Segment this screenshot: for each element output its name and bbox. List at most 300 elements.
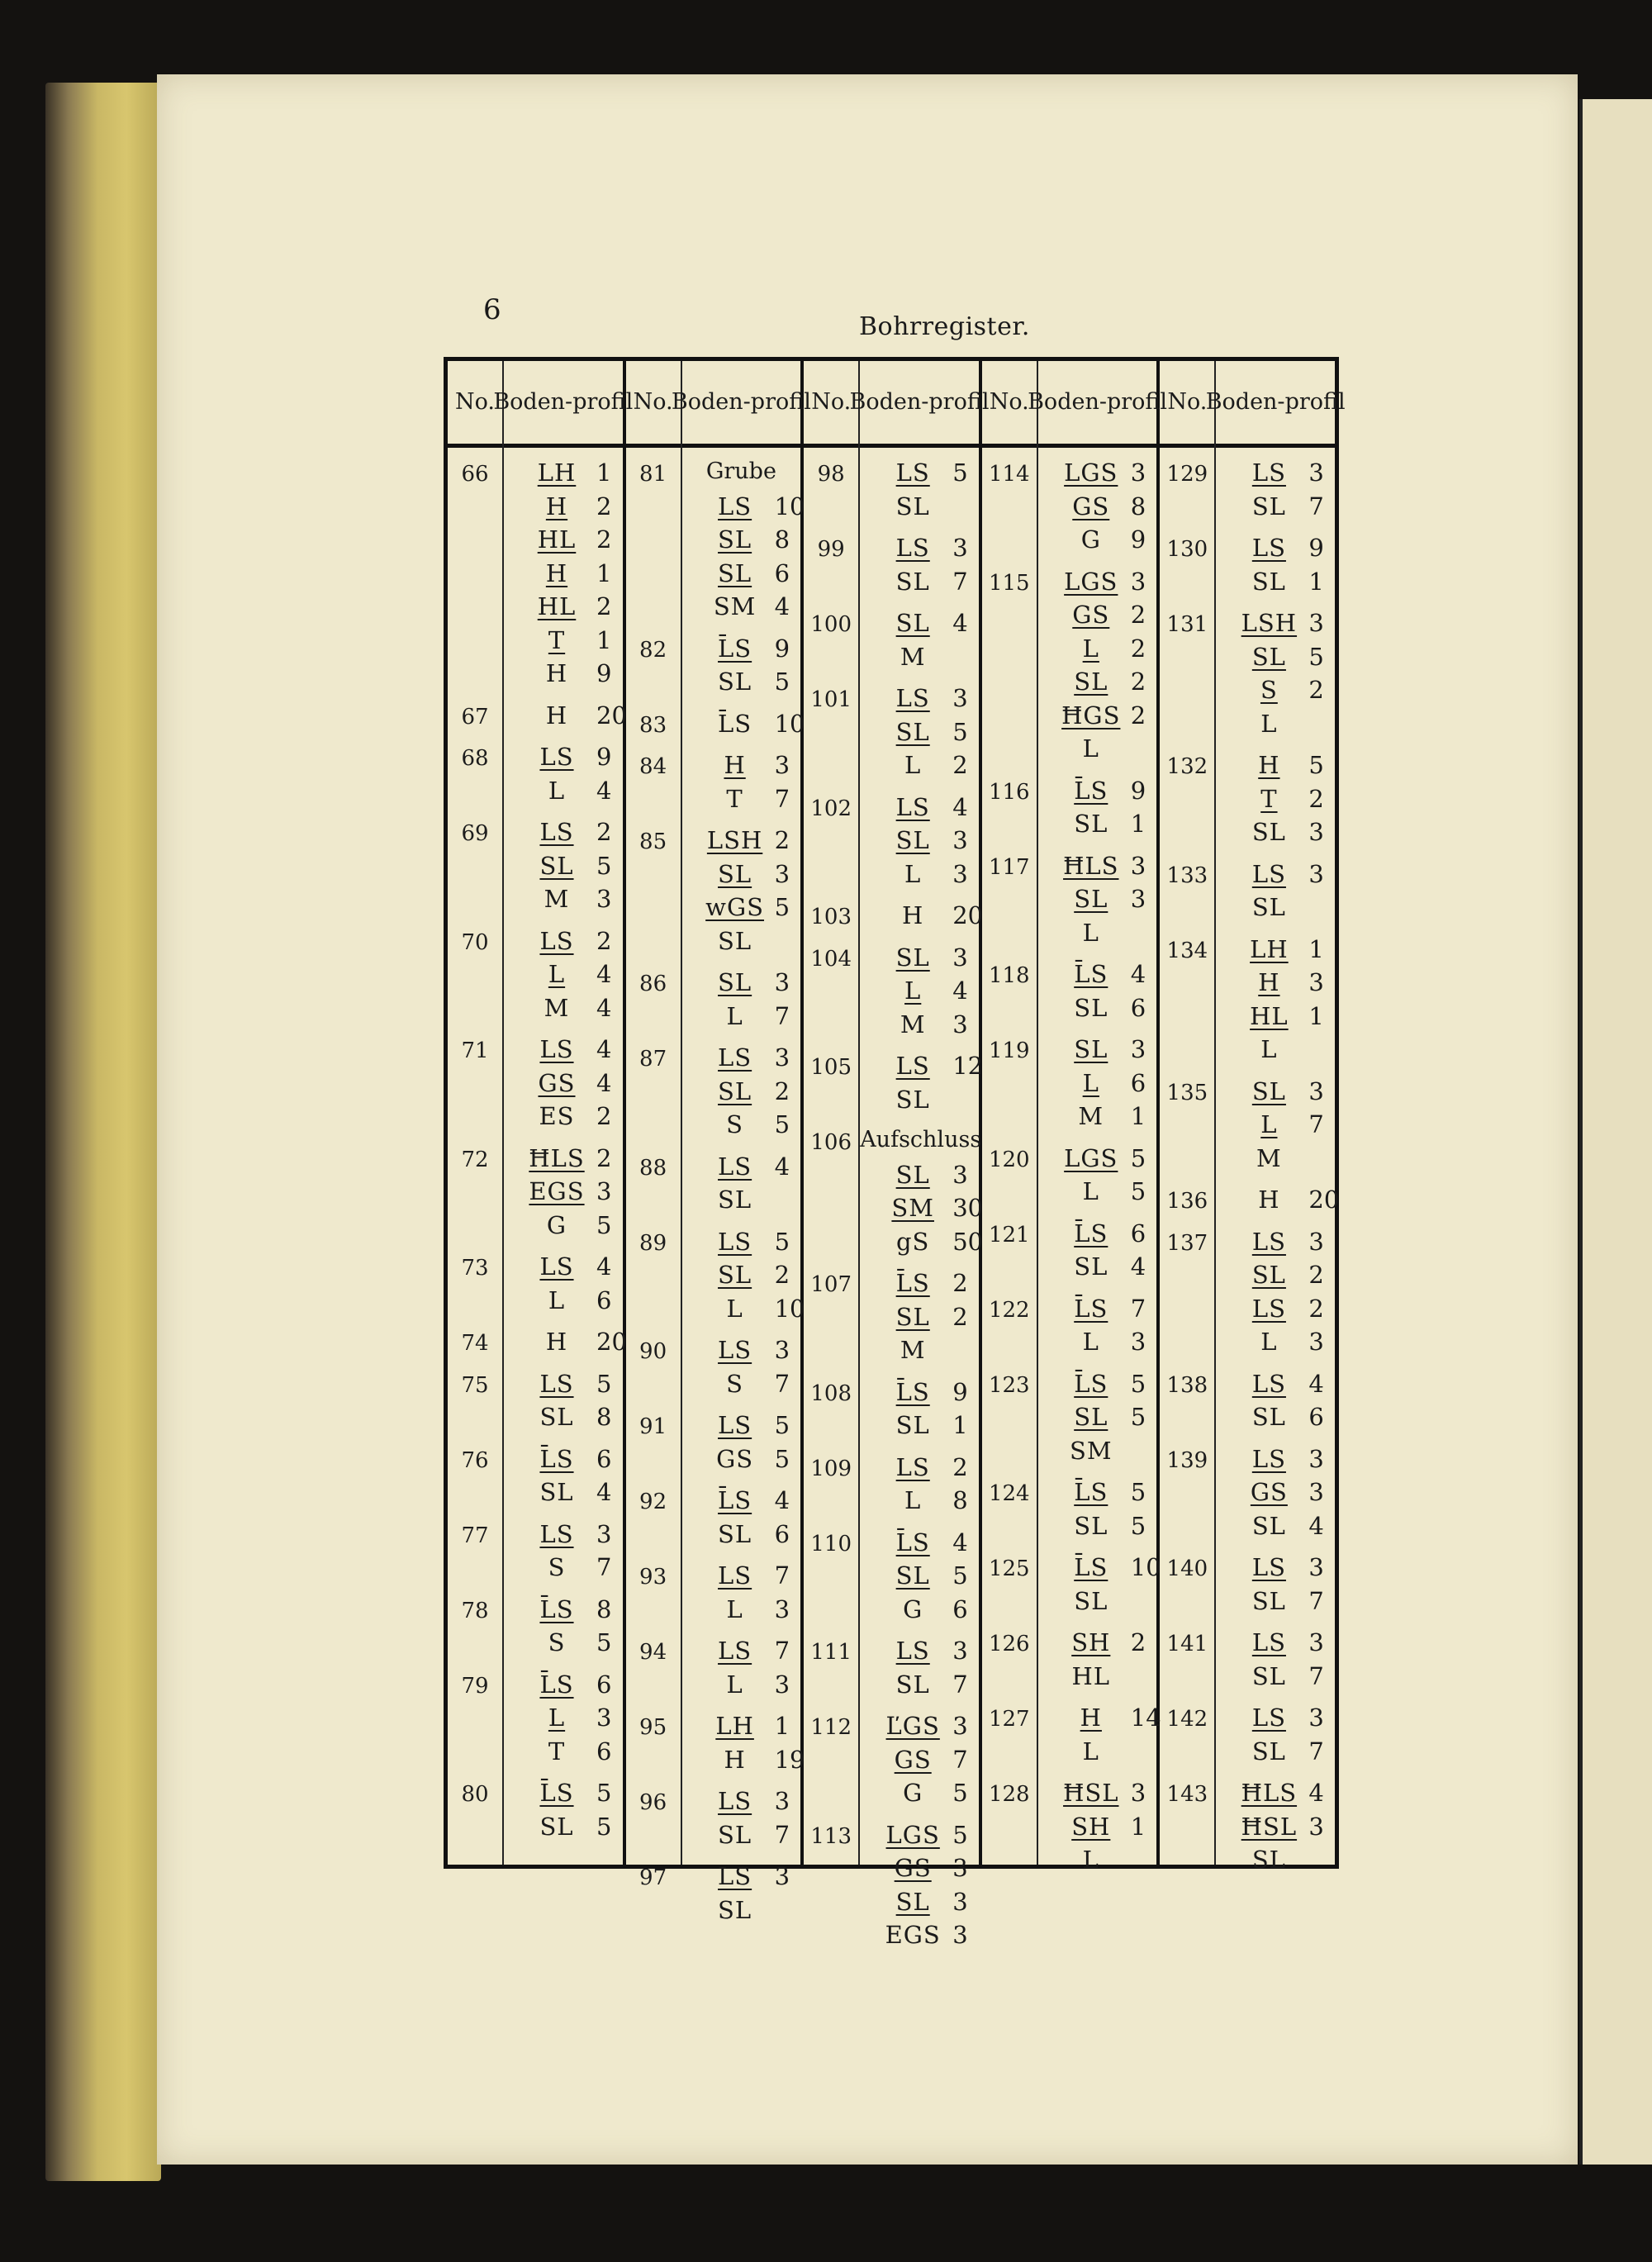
boring-number: 113 — [810, 1823, 852, 1849]
soil-code: L̄S — [539, 1670, 574, 1699]
layer-thickness: 4 — [1308, 1511, 1324, 1540]
boring-number: 68 — [461, 746, 489, 771]
soil-code: LS — [539, 926, 574, 955]
layer-thickness: 50 — [952, 1227, 984, 1256]
layer-thickness: 3 — [1308, 859, 1324, 888]
no-header: No. — [1160, 361, 1214, 448]
boring-number: 140 — [1166, 1556, 1208, 1581]
boring-number: 99 — [817, 537, 845, 562]
boring-number: 137 — [1166, 1230, 1208, 1256]
layer-thickness: 7 — [774, 784, 790, 813]
soil-code: L — [904, 751, 922, 779]
boring-number: 81 — [639, 462, 667, 487]
layer-thickness: 4 — [774, 1152, 790, 1181]
soil-code: GS — [894, 1854, 932, 1882]
soil-code: LGS — [1064, 459, 1118, 487]
layer-thickness: 7 — [774, 1637, 790, 1665]
soil-code: SL — [1074, 810, 1108, 838]
layer-thickness: 2 — [1308, 676, 1324, 704]
boring-number: 82 — [639, 637, 667, 663]
boring-number: 109 — [810, 1456, 852, 1481]
soil-code: LS — [1251, 1227, 1286, 1256]
boring-number: 143 — [1166, 1782, 1208, 1807]
soil-code: SL — [718, 926, 752, 955]
layer-thickness: 1 — [1130, 810, 1146, 838]
layer-thickness: 5 — [596, 1812, 612, 1841]
layer-thickness: 3 — [1308, 609, 1324, 637]
soil-code: SL — [539, 851, 574, 880]
soil-code: LS — [539, 1369, 574, 1398]
layer-thickness: 6 — [1308, 1403, 1324, 1431]
layer-thickness: 8 — [1130, 492, 1146, 520]
layer-thickness: 10 — [774, 492, 805, 520]
soil-code: ĦLS — [1241, 1779, 1298, 1807]
soil-code: HL — [1071, 1661, 1111, 1690]
layer-thickness: 3 — [1130, 885, 1146, 913]
soil-code: GS — [1250, 1478, 1288, 1506]
layer-thickness: 9 — [596, 743, 612, 771]
soil-code: G — [903, 1594, 923, 1623]
layer-thickness: 3 — [952, 859, 968, 888]
layer-thickness: 3 — [774, 1862, 790, 1890]
boring-number: 75 — [461, 1372, 489, 1398]
soil-code: H — [545, 701, 568, 729]
layer-thickness: 2 — [774, 1261, 790, 1289]
soil-code: L̄S — [1074, 1369, 1108, 1398]
boring-number: 124 — [988, 1481, 1030, 1506]
no-header: No. — [448, 361, 502, 448]
boring-number: 93 — [639, 1565, 667, 1590]
soil-code: T — [548, 625, 566, 654]
soil-code: H — [1080, 1704, 1102, 1732]
soil-code: SL — [1251, 1403, 1286, 1431]
layer-thickness: 6 — [774, 1519, 790, 1548]
layer-thickness: 7 — [952, 1670, 968, 1699]
boring-number: 123 — [988, 1372, 1030, 1398]
boring-number: 96 — [639, 1790, 667, 1815]
bodenprofil-header — [1205, 361, 1346, 448]
soil-code: L — [904, 1486, 922, 1514]
soil-code: SL — [1074, 1403, 1108, 1431]
soil-code: SL — [895, 717, 930, 746]
soil-code: LS — [895, 684, 930, 712]
layer-thickness: 3 — [952, 684, 968, 712]
soil-code: L — [1260, 1110, 1278, 1138]
layer-thickness: 3 — [1308, 818, 1324, 846]
boring-number: 98 — [817, 462, 845, 487]
layer-thickness: 3 — [1130, 851, 1146, 880]
boring-number: 103 — [810, 905, 852, 929]
soil-code: SL — [1251, 1661, 1286, 1690]
soil-code: G — [1080, 525, 1101, 554]
layer-thickness: 3 — [1308, 459, 1324, 487]
layer-thickness: 5 — [952, 459, 968, 487]
soil-code: L — [1082, 734, 1099, 763]
soil-code: SL — [718, 1895, 752, 1924]
layer-thickness: 4 — [596, 1035, 612, 1063]
boring-number: 134 — [1166, 938, 1208, 963]
soil-code: LS — [1251, 1553, 1286, 1581]
layer-thickness: 20 — [952, 901, 984, 929]
table-column-block — [982, 361, 1168, 1874]
boring-number: 97 — [639, 1865, 667, 1890]
boring-number: 92 — [639, 1490, 667, 1514]
soil-code: SL — [1251, 567, 1286, 596]
soil-code: M — [1256, 1143, 1282, 1172]
soil-code: SL — [895, 609, 930, 637]
soil-code: SL — [1074, 1252, 1108, 1281]
soil-code: L — [726, 1294, 743, 1323]
bodenprofil-column — [849, 361, 990, 1949]
layer-thickness: 2 — [952, 1452, 968, 1481]
boring-number: 73 — [461, 1256, 489, 1281]
soil-code: L — [1260, 1035, 1278, 1063]
layer-thickness: 9 — [952, 1377, 968, 1406]
table-column-block — [1160, 361, 1346, 1874]
layer-thickness: 10 — [774, 1294, 805, 1323]
soil-code: SH — [1071, 1628, 1111, 1656]
boring-number: 142 — [1166, 1707, 1208, 1732]
soil-code: LS — [539, 1252, 574, 1281]
soil-code: LS — [539, 743, 574, 771]
soil-code: SL — [718, 859, 752, 888]
soil-code: wGS — [705, 893, 765, 921]
soil-code: T — [548, 1737, 566, 1765]
soil-code: S — [548, 1553, 566, 1581]
soil-code: LS — [895, 459, 930, 487]
layer-thickness: 5 — [596, 1628, 612, 1656]
soil-code: SL — [539, 1403, 574, 1431]
layer-thickness: 3 — [952, 1010, 968, 1038]
layer-thickness: 4 — [1130, 1252, 1146, 1281]
layer-thickness: 3 — [952, 1887, 968, 1916]
layer-thickness: 3 — [774, 1336, 790, 1364]
layer-thickness: 3 — [774, 1043, 790, 1072]
layer-thickness: 2 — [952, 1302, 968, 1331]
soil-code: LS — [1251, 1369, 1286, 1398]
layer-thickness: 3 — [774, 1670, 790, 1699]
layer-thickness: 5 — [952, 1779, 968, 1807]
layer-thickness: 1 — [1308, 567, 1324, 596]
boring-number: 119 — [988, 1038, 1030, 1063]
layer-thickness: 2 — [952, 1269, 968, 1297]
layer-thickness: 5 — [774, 893, 790, 921]
soil-code: G — [546, 1210, 567, 1239]
soil-code: SL — [718, 1261, 752, 1289]
soil-code: LS — [895, 1052, 930, 1080]
soil-code: LS — [1251, 1444, 1286, 1473]
soil-code: L — [726, 1001, 743, 1030]
soil-code: SL — [1251, 893, 1286, 921]
soil-code: SL — [1074, 885, 1108, 913]
boring-number: 120 — [988, 1147, 1030, 1172]
boring-number: 107 — [810, 1272, 852, 1297]
bodenprofil-header — [1028, 361, 1168, 448]
boring-number: 112 — [810, 1715, 852, 1740]
soil-code: M — [1078, 1102, 1104, 1130]
boring-number: 110 — [810, 1531, 852, 1556]
boring-number: 94 — [639, 1640, 667, 1665]
soil-code: SM — [891, 1194, 934, 1222]
soil-code: G — [903, 1779, 923, 1807]
layer-thickness: 5 — [1130, 1177, 1146, 1205]
boring-number: 87 — [639, 1047, 667, 1072]
layer-thickness: 2 — [596, 525, 612, 554]
layer-thickness: 3 — [952, 1854, 968, 1882]
soil-code: SL — [895, 826, 930, 854]
layer-thickness: 2 — [1130, 634, 1146, 663]
boring-number: 111 — [810, 1640, 852, 1665]
soil-code: M — [900, 1010, 926, 1038]
header-line-2: profil — [1106, 388, 1168, 415]
soil-code: M — [900, 1336, 926, 1364]
layer-thickness: 14 — [1130, 1704, 1161, 1732]
soil-code: S — [726, 1110, 744, 1138]
soil-code: SL — [718, 525, 752, 554]
boring-number: 84 — [639, 754, 667, 779]
layer-thickness: 1 — [1130, 1812, 1146, 1841]
layer-thickness: 5 — [596, 851, 612, 880]
layer-thickness: 30 — [952, 1194, 984, 1222]
layer-thickness: 3 — [596, 885, 612, 913]
layer-thickness: 2 — [1130, 668, 1146, 696]
page-number: 6 — [483, 293, 501, 326]
layer-thickness: 3 — [1130, 567, 1146, 596]
soil-code: LS — [895, 1452, 930, 1481]
layer-thickness: 5 — [596, 1779, 612, 1807]
boring-number: 90 — [639, 1339, 667, 1364]
boring-number: 89 — [639, 1230, 667, 1256]
soil-code: SM — [713, 592, 757, 620]
layer-thickness: 10 — [1130, 1553, 1161, 1581]
layer-thickness: 3 — [1130, 1328, 1146, 1356]
layer-thickness: 4 — [952, 792, 968, 821]
soil-code: L̄S — [1074, 1294, 1108, 1323]
layer-thickness: 5 — [1130, 1478, 1146, 1506]
boring-number: 80 — [461, 1782, 489, 1807]
layer-thickness: 5 — [1130, 1143, 1146, 1172]
soil-code: LGS — [1064, 1143, 1118, 1172]
soil-code: S — [1260, 676, 1278, 704]
soil-code: GS — [716, 1444, 754, 1473]
layer-thickness: 3 — [1308, 1812, 1324, 1841]
soil-code: LS — [718, 492, 752, 520]
layer-thickness: 7 — [1308, 1737, 1324, 1765]
layer-thickness: 7 — [952, 1745, 968, 1774]
layer-thickness: 3 — [1308, 1227, 1324, 1256]
soil-code: LSH — [706, 826, 763, 854]
layer-thickness: 12 — [952, 1052, 984, 1080]
soil-code: SL — [1074, 1035, 1108, 1063]
layer-thickness: 3 — [1308, 1628, 1324, 1656]
book-edge — [45, 83, 161, 2181]
soil-code: L — [1082, 1737, 1099, 1765]
table-column-block — [626, 361, 811, 1924]
soil-code: SL — [1251, 492, 1286, 520]
layer-thickness: 5 — [774, 1110, 790, 1138]
boring-number: 106 — [810, 1130, 852, 1155]
soil-code: H — [1258, 968, 1280, 996]
soil-code: LS — [718, 1411, 752, 1439]
soil-code: SL — [895, 492, 930, 520]
soil-code: L̄S — [539, 1594, 574, 1623]
soil-code: LS — [1251, 1628, 1286, 1656]
layer-thickness: 1 — [596, 459, 612, 487]
layer-thickness: 7 — [596, 1553, 612, 1581]
soil-code: SL — [1074, 668, 1108, 696]
boring-number: 138 — [1166, 1372, 1208, 1398]
boring-number: 121 — [988, 1222, 1030, 1247]
layer-thickness: 4 — [952, 609, 968, 637]
layer-thickness: 3 — [952, 534, 968, 562]
layer-thickness: 4 — [952, 1528, 968, 1556]
soil-code: L̄S — [539, 1444, 574, 1473]
layer-thickness: 3 — [596, 1519, 612, 1548]
soil-code: SL — [718, 558, 752, 587]
soil-code: L — [548, 960, 566, 988]
layer-thickness: 4 — [774, 1486, 790, 1514]
layer-thickness: 5 — [1308, 751, 1324, 779]
layer-thickness: 6 — [596, 1444, 612, 1473]
boring-number: 131 — [1166, 612, 1208, 637]
boring-number: 133 — [1166, 863, 1208, 888]
soil-code: SL — [1251, 1846, 1286, 1874]
soil-code: SL — [1251, 642, 1286, 671]
layer-thickness: 6 — [1130, 1219, 1146, 1247]
layer-thickness: 7 — [774, 1561, 790, 1590]
soil-code: SL — [718, 1186, 752, 1214]
soil-code: L̄S — [895, 1528, 930, 1556]
soil-code: GS — [1072, 492, 1110, 520]
layer-thickness: 2 — [774, 826, 790, 854]
layer-thickness: 1 — [1130, 1102, 1146, 1130]
soil-code: LS — [539, 818, 574, 846]
layer-thickness: 6 — [774, 558, 790, 587]
soil-code: HL — [1250, 1001, 1289, 1030]
soil-code: LS — [718, 1152, 752, 1181]
soil-code: SL — [718, 1076, 752, 1105]
boring-number: 72 — [461, 1147, 489, 1172]
soil-code: LS — [1251, 859, 1286, 888]
layer-thickness: 3 — [1308, 1444, 1324, 1473]
soil-code: L — [726, 1594, 743, 1623]
layer-thickness: 5 — [952, 1820, 968, 1849]
boring-number: 127 — [988, 1707, 1030, 1732]
boring-number: 91 — [639, 1414, 667, 1439]
soil-code: L̄S — [1074, 1219, 1108, 1247]
layer-thickness: 9 — [774, 634, 790, 663]
header-line-1: Boden- — [493, 388, 573, 415]
soil-code: LS — [718, 1043, 752, 1072]
soil-code: EGS — [529, 1177, 585, 1205]
soil-code: M — [544, 993, 570, 1022]
layer-thickness: 3 — [1308, 1328, 1324, 1356]
layer-thickness: 6 — [1130, 1068, 1146, 1097]
soil-code: LS — [895, 792, 930, 821]
boring-number: 129 — [1166, 462, 1208, 487]
layer-thickness: 1 — [774, 1712, 790, 1740]
soil-code: SL — [1251, 1586, 1286, 1615]
header-line-1: Boden- — [1028, 388, 1107, 415]
layer-thickness: 4 — [952, 977, 968, 1005]
layer-thickness: 2 — [596, 818, 612, 846]
bodenprofil-column — [493, 361, 634, 1865]
soil-code: L — [1082, 1177, 1099, 1205]
soil-code: H — [724, 1745, 746, 1774]
layer-thickness: 3 — [1308, 1704, 1324, 1732]
boring-number: 79 — [461, 1673, 489, 1699]
soil-code: L̄S — [895, 1377, 930, 1406]
soil-code: GS — [1072, 601, 1110, 629]
soil-code: SL — [1251, 1511, 1286, 1540]
soil-code: L — [1260, 1328, 1278, 1356]
boring-number: 69 — [461, 821, 489, 846]
soil-code: SL — [895, 1887, 930, 1916]
header-line-2: profil — [1284, 388, 1346, 415]
boring-number: 83 — [639, 712, 667, 738]
layer-thickness: 3 — [774, 1594, 790, 1623]
soil-code: LGS — [1064, 567, 1118, 596]
layer-thickness: 2 — [596, 1102, 612, 1130]
layer-thickness: 5 — [774, 1411, 790, 1439]
soil-code: SL — [1251, 1261, 1286, 1289]
soil-code: LS — [718, 1561, 752, 1590]
boring-number: 77 — [461, 1523, 489, 1548]
soil-code: L̄S — [539, 1779, 574, 1807]
boring-number: 130 — [1166, 537, 1208, 562]
boring-number: 66 — [461, 462, 489, 487]
soil-code: gS — [895, 1227, 930, 1256]
soil-code: SL — [1074, 1511, 1108, 1540]
boring-number: 105 — [810, 1055, 852, 1080]
soil-code: SL — [895, 1411, 930, 1439]
soil-code: L̄S — [1074, 1478, 1108, 1506]
layer-thickness: 7 — [774, 1820, 790, 1849]
layer-thickness: 9 — [1130, 525, 1146, 554]
layer-thickness: 3 — [952, 1637, 968, 1665]
layer-thickness: 5 — [1130, 1403, 1146, 1431]
soil-code: ĽGS — [885, 1712, 940, 1740]
layer-thickness: 9 — [1308, 534, 1324, 562]
layer-thickness: 2 — [1308, 1294, 1324, 1323]
soil-code: L — [548, 776, 566, 805]
bodenprofil-column — [1028, 361, 1168, 1874]
layer-thickness: 4 — [596, 1252, 612, 1281]
soil-code: L̄S — [718, 1486, 752, 1514]
soil-code: SL — [539, 1478, 574, 1506]
layer-thickness: 7 — [1130, 1294, 1146, 1323]
soil-code: SL — [718, 1820, 752, 1849]
layer-thickness: 3 — [596, 1704, 612, 1732]
layer-thickness: 1 — [596, 625, 612, 654]
layer-thickness: 4 — [596, 1068, 612, 1097]
layer-thickness: 2 — [1308, 1261, 1324, 1289]
soil-code: L̄S — [1074, 776, 1108, 805]
layer-thickness: 2 — [596, 1143, 612, 1172]
header-line-1: Boden- — [849, 388, 929, 415]
boring-number: 125 — [988, 1556, 1030, 1581]
boring-number: 101 — [810, 687, 852, 712]
boring-number: 117 — [988, 854, 1030, 880]
layer-thickness: 1 — [596, 558, 612, 587]
layer-thickness: 3 — [1308, 1553, 1324, 1581]
soil-code: T — [1260, 784, 1278, 813]
boring-number: 102 — [810, 796, 852, 821]
soil-code: S — [548, 1628, 566, 1656]
layer-thickness: 5 — [774, 1444, 790, 1473]
layer-thickness: 3 — [774, 1787, 790, 1815]
no-column — [804, 361, 860, 1865]
